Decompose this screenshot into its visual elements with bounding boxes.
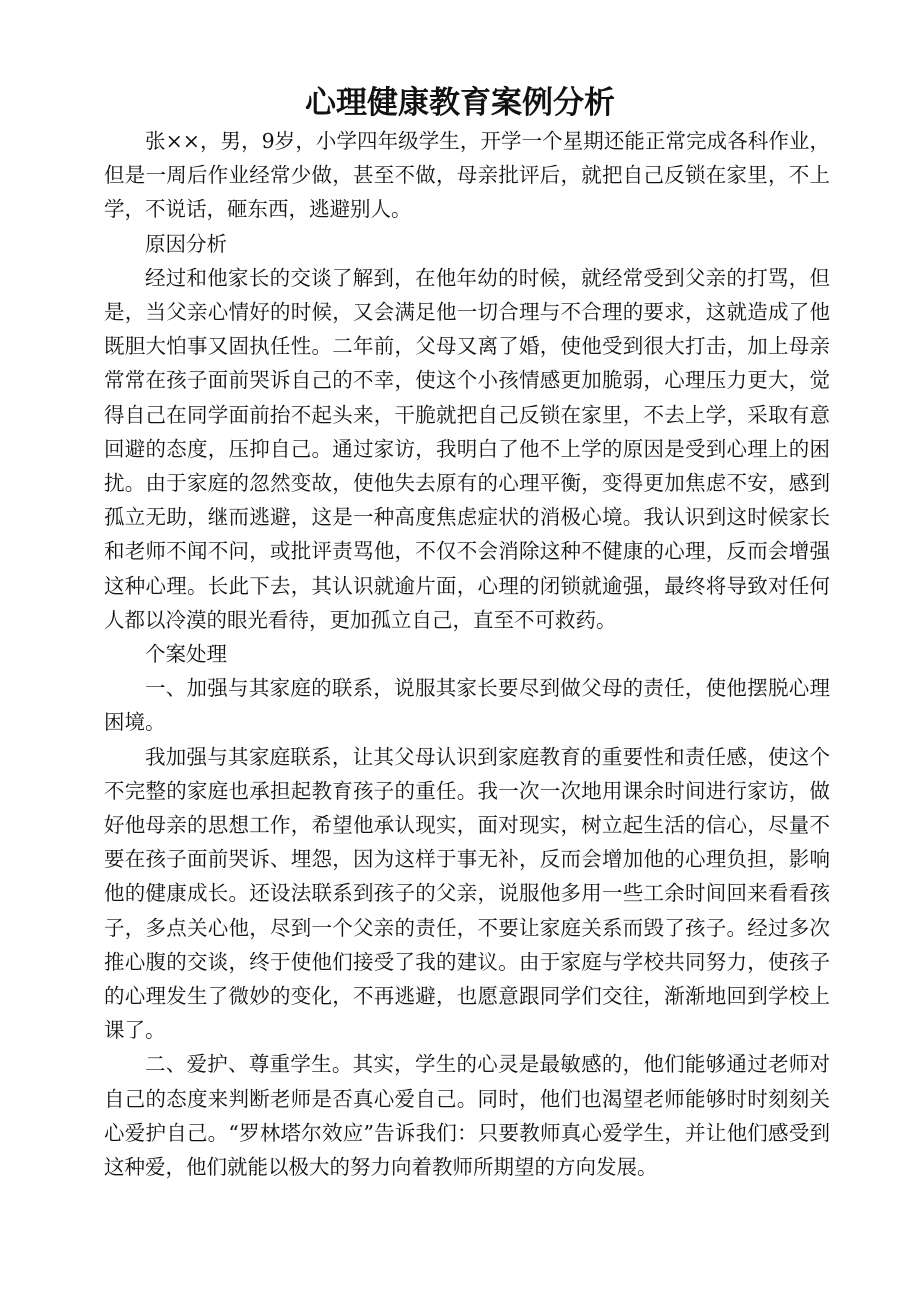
cause-analysis-heading: 原因分析 — [145, 231, 227, 256]
case-handling-heading: 个案处理 — [145, 642, 227, 667]
case-description-paragraph: 张××，男，9岁，小学四年级学生，开学一个星期还能正常完成各科作业，但是一周后作业经常少做，甚至不做，母亲批评后，就把自己反锁在家里，不上学，不说话，砸东西，逃避别人。 — [104, 129, 830, 222]
measure-two-paragraph: 二、爱护、尊重学生。其实，学生的心灵是最敏感的，他们能够通过老师对自己的态度来判断老师是否真心爱自己。同时，他们也渴望老师能够时时刻刻关心爱护自己。“罗林塔尔效应”告诉我们：只要教师真心爱学生，并让他们感受到这种爱，他们就能以极大的努力向着教师所期望的方向发展。 — [104, 1052, 830, 1180]
document-title: 心理健康教育案例分析 — [305, 85, 615, 121]
measure-one-paragraph: 我加强与其家庭联系，让其父母认识到家庭教育的重要性和责任感，使这个不完整的家庭也承担起教育孩子的重任。我一次一次地用课余时间进行家访，做好他母亲的思想工作，希望他承认现实，面对现实，树立起生活的信心，尽量不要在孩子面前哭诉、埋怨，因为这样于事无补，反而会增加他的心理负担，影响他的健康成长。还设法联系到孩子的父亲，说服他多用一些工余时间回来看看孩子，多点关心他，尽到一个父亲的责任，不要让家庭关系而毁了孩子。经过多次推心腹的交谈，终于使他们接受了我的建议。由于家庭与学校共同努力，使孩子的心理发生了微妙的变化，不再逃避，也愿意跟同学们交往，渐渐地回到学校上课了。 — [104, 744, 830, 1043]
cause-analysis-paragraph: 经过和他家长的交谈了解到，在他年幼的时候，就经常受到父亲的打骂，但是，当父亲心情好的时候，又会满足他一切合理与不合理的要求，这就造成了他既胆大怕事又固执任性。二年前，父母又离了婚，使他受到很大打击，加上母亲常常在孩子面前哭诉自己的不幸，使这个小孩情感更加脆弱，心理压力更大，觉得自己在同学面前抬不起头来，干脆就把自己反锁在家里，不去上学，采取有意回避的态度，压抑自己。通过家访，我明白了他不上学的原因是受到心理上的困扰。由于家庭的忽然变故，使他失去原有的心理平衡，变得更加焦虑不安，感到孤立无助，继而逃避，这是一种高度焦虑症状的消极心境。我认识到这时候家长和老师不闻不问，或批评责骂他，不仅不会消除这种不健康的心理，反而会增强这种心理。长此下去，其认识就逾片面，心理的闭锁就逾强，最终将导致对任何人都以冷漠的眼光看待，更加孤立自己，直至不可救药。 — [104, 265, 830, 632]
measure-one-heading: 一、加强与其家庭的联系，说服其家长要尽到做父母的责任，使他摆脱心理困境。 — [104, 676, 830, 735]
document-body — [104, 124, 830, 1184]
